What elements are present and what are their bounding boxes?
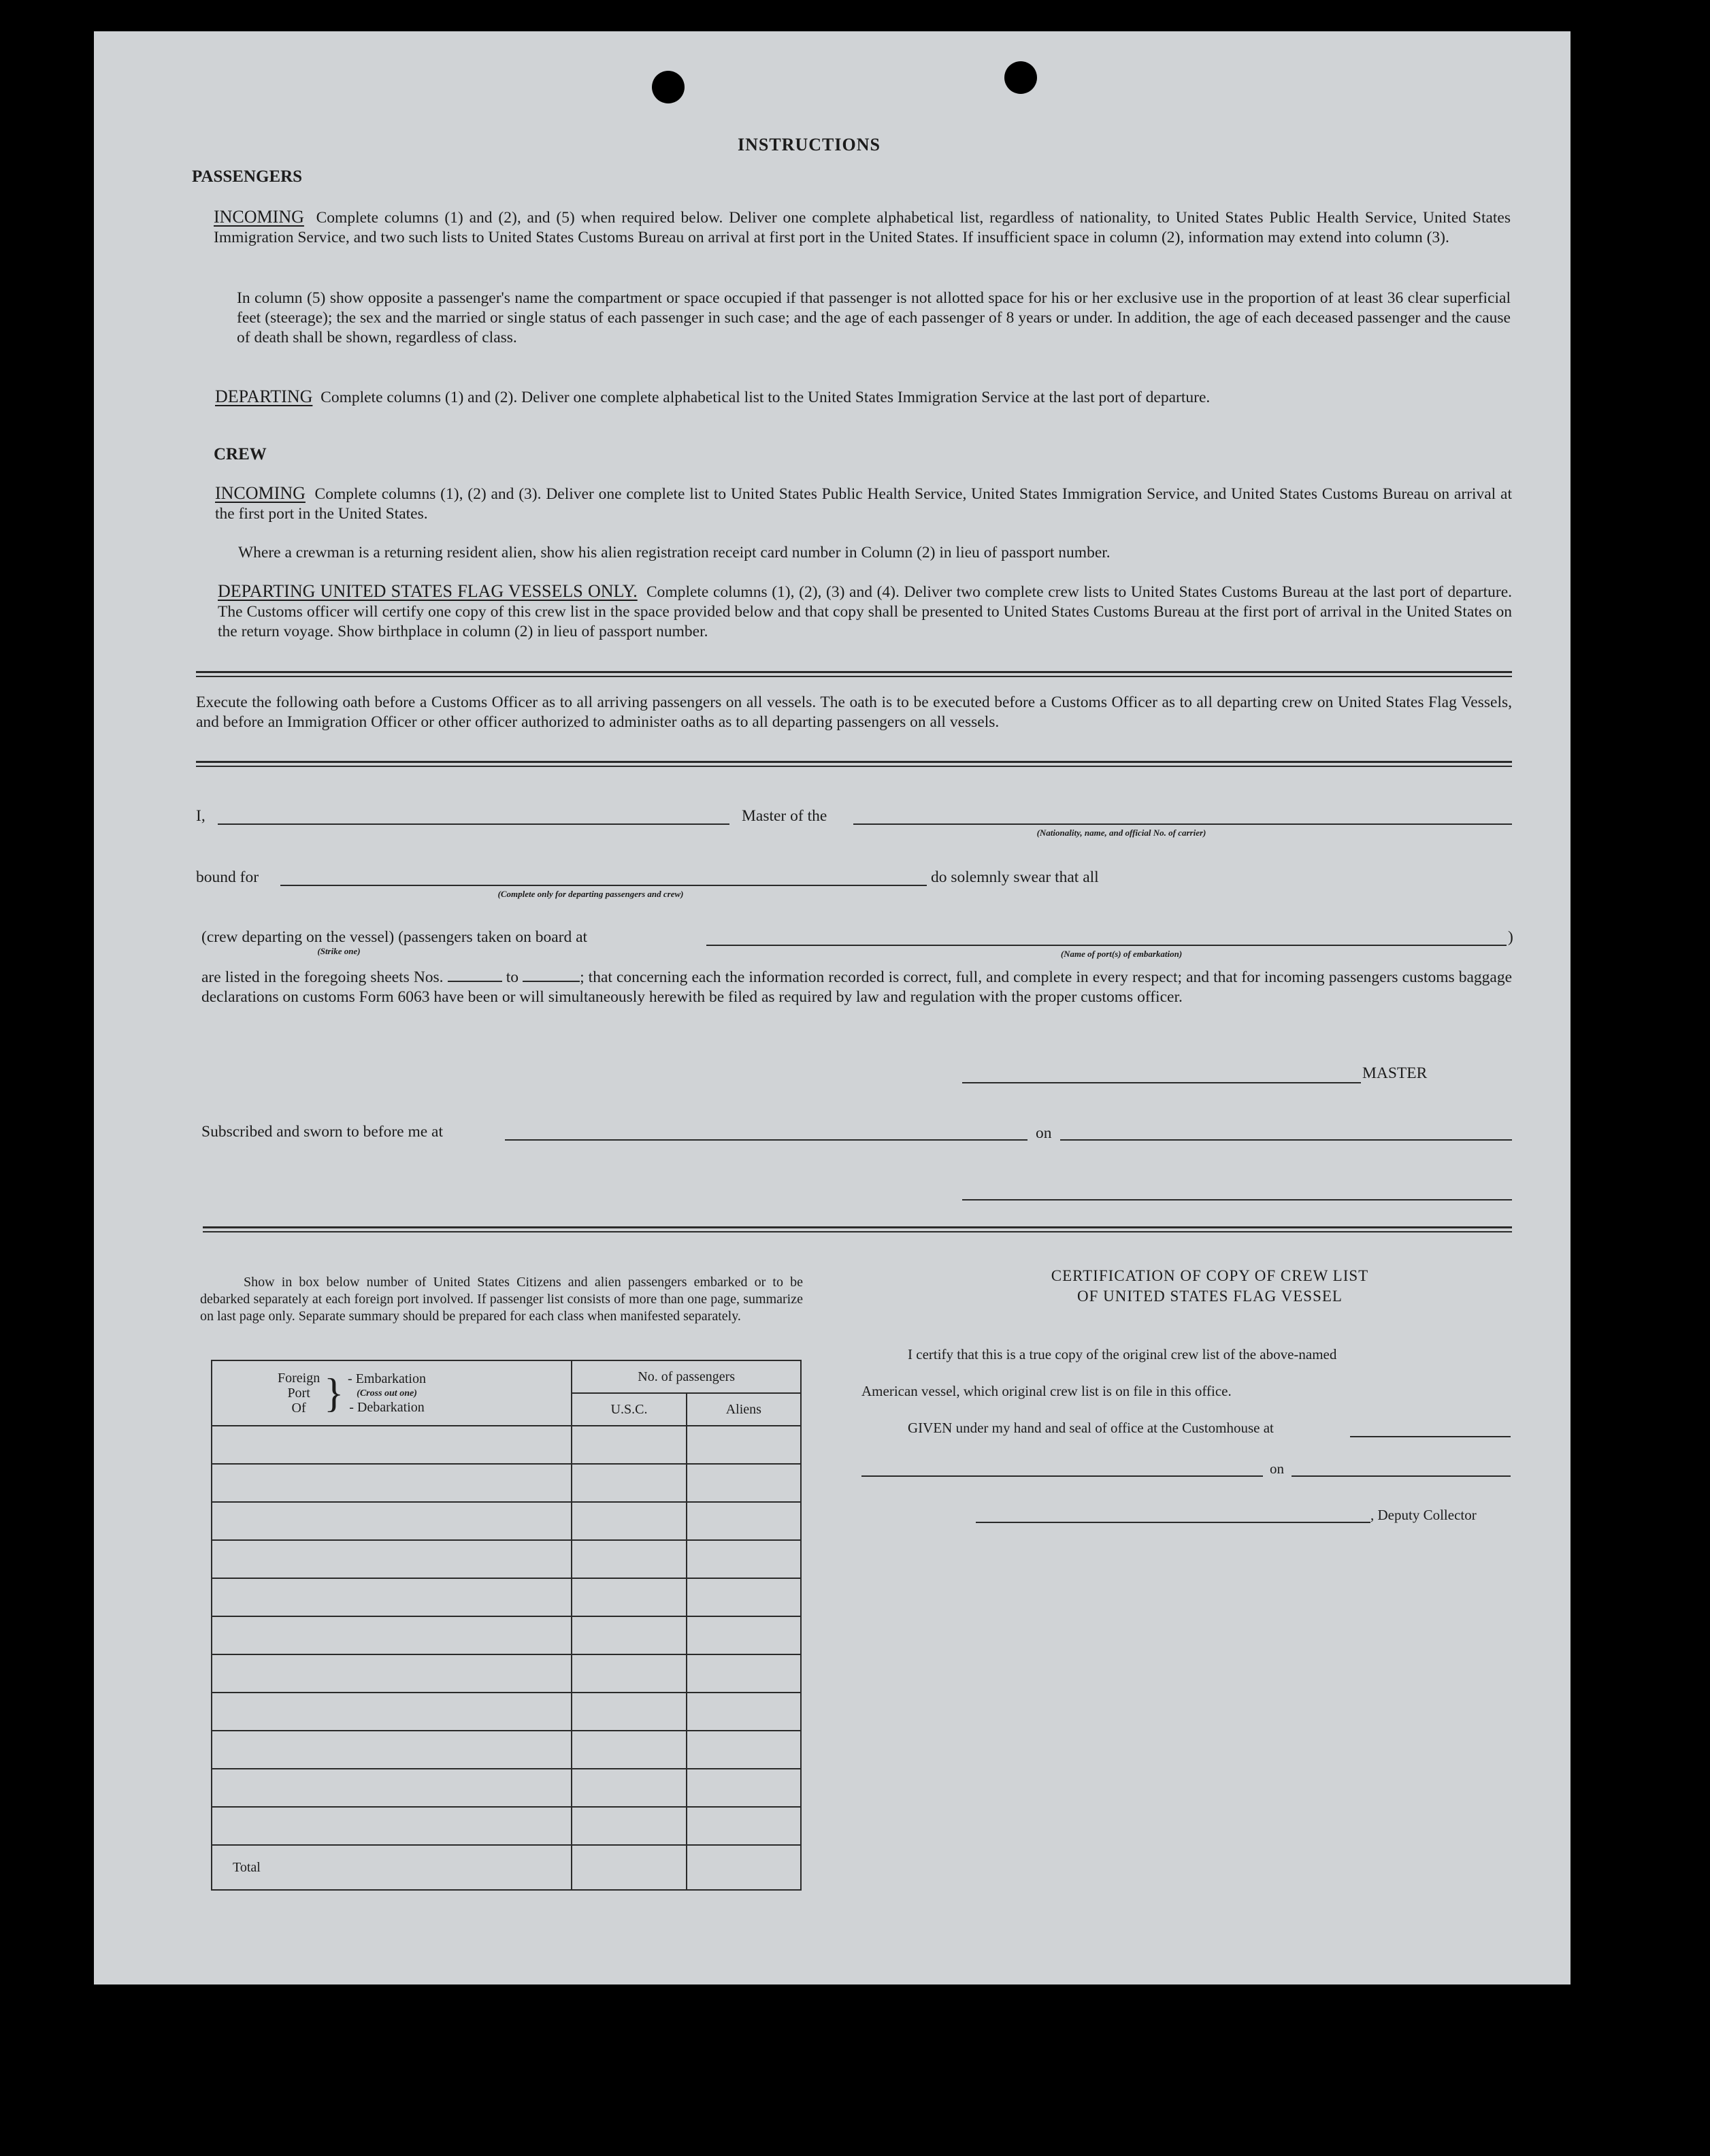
port-cell[interactable] <box>212 1502 572 1540</box>
aliens-cell[interactable] <box>687 1654 801 1693</box>
usc-cell[interactable] <box>572 1769 686 1807</box>
usc-cell[interactable] <box>572 1807 686 1845</box>
master-of-the-label: Master of the <box>742 807 827 825</box>
sworn-place-field[interactable] <box>505 1139 1027 1141</box>
usc-cell[interactable] <box>572 1654 686 1693</box>
deputy-collector-signature[interactable] <box>976 1522 1370 1523</box>
port-cell[interactable] <box>212 1540 572 1578</box>
of-label: Of <box>291 1401 306 1416</box>
aliens-total-cell[interactable] <box>687 1845 801 1890</box>
crew-incoming-label: INCOMING <box>215 483 306 503</box>
port-cell[interactable] <box>212 1426 572 1464</box>
embarkation-ports-field[interactable] <box>706 945 1507 946</box>
no-of-passengers-header: No. of passengers <box>572 1360 801 1393</box>
master-name-field[interactable] <box>218 823 729 825</box>
passengers-departing-label: DEPARTING <box>215 387 313 406</box>
close-paren: ) <box>1508 928 1513 946</box>
form-page <box>94 31 1571 1984</box>
cross-out-one-caption: (Cross out one) <box>357 1388 417 1399</box>
embarkation-label: - Embarkation <box>348 1371 426 1386</box>
summary-instructions: Show in box below number of United States Citizens and alien passengers embarked or to be debarked separately at each foreign port involved. If passenger list consists of more than one page, summarize on last page only. Separate summary should be prepared for each class when manifested separately. <box>200 1275 803 1324</box>
aliens-cell[interactable] <box>687 1693 801 1731</box>
customhouse-field[interactable] <box>1350 1436 1511 1437</box>
crew-departing-text: (crew departing on the vessel) (passengers taken on board at <box>201 928 588 946</box>
solemnly-swear-text: do solemnly swear that all <box>931 868 1099 886</box>
officer-signature-field[interactable] <box>962 1199 1512 1200</box>
port-header-cell <box>212 1360 572 1426</box>
passengers-heading: PASSENGERS <box>192 167 303 186</box>
bound-for-caption: (Complete only for departing passengers and crew) <box>497 889 684 899</box>
total-label-cell <box>212 1845 572 1890</box>
aliens-cell[interactable] <box>687 1731 801 1769</box>
aliens-cell[interactable] <box>687 1578 801 1616</box>
passengers-incoming-label: INCOMING <box>214 207 304 227</box>
crew-departing-text: Complete columns (1), (2), (3) and (4). Deliver two complete crew lists to United States Customs Bureau at the last port of departure. The Customs officer will certify one copy of this crew list in the space provided below and that copy shall be presented to United States Customs Bureau at the first port of arrival in the United States on the return voyage. Show birthplace in column (2) in lieu of passport number. <box>218 583 1513 640</box>
usc-cell[interactable] <box>572 1464 686 1502</box>
certification-title-line1: CERTIFICATION OF COPY OF CREW LIST <box>1051 1267 1369 1284</box>
usc-cell[interactable] <box>572 1731 686 1769</box>
foreign-label: Foreign <box>278 1371 320 1386</box>
listed-paragraph <box>201 968 1512 1007</box>
crew-heading: CREW <box>214 445 267 463</box>
crew-incoming-text: Complete columns (1), (2) and (3). Deliver one complete list to United States Public Health Service, United States Immigration Service, and United States Customs Bureau on arrival at the first port in the United States. <box>215 485 1512 523</box>
aliens-cell[interactable] <box>687 1616 801 1654</box>
strike-one-caption: (Strike one) <box>317 946 361 956</box>
aliens-cell[interactable] <box>687 1540 801 1578</box>
port-cell[interactable] <box>212 1807 572 1845</box>
deputy-collector-label: , Deputy Collector <box>1370 1507 1477 1523</box>
port-cell[interactable] <box>212 1693 572 1731</box>
aliens-cell[interactable] <box>687 1807 801 1845</box>
aliens-cell[interactable] <box>687 1464 801 1502</box>
certification-date-field[interactable] <box>1292 1475 1511 1477</box>
punch-hole-left <box>652 71 685 103</box>
to-label: to <box>506 968 519 986</box>
listed-text: ; that concerning each the information recorded is correct, full, and complete in every respect; and that for incoming passengers customs baggage declarations on customs Form 6063 have been or will simultaneously herewith be filed as required by law and regulation with the proper customs officer. <box>201 968 1513 1006</box>
aliens-cell[interactable] <box>687 1502 801 1540</box>
passengers-departing-paragraph <box>215 387 1511 408</box>
port-cell[interactable] <box>212 1769 572 1807</box>
port-cell[interactable] <box>212 1654 572 1693</box>
passenger-summary-table <box>211 1360 802 1891</box>
port-cell[interactable] <box>212 1578 572 1616</box>
bound-for-label: bound for <box>196 868 259 886</box>
port-label: Port <box>287 1386 310 1401</box>
certification-title-line2: OF UNITED STATES FLAG VESSEL <box>1077 1288 1343 1305</box>
crew-resident-text: Where a crewman is a returning resident alien, show his alien registration receipt card number in Column (2) in lieu of passport number. <box>238 544 1111 561</box>
certify-line1: I certify that this is a true copy of the original crew list of the above-named <box>908 1346 1337 1362</box>
lower-divider <box>203 1226 1512 1232</box>
brace-icon: } <box>324 1371 344 1416</box>
passengers-incoming-paragraph <box>214 207 1511 248</box>
master-signature-field[interactable] <box>962 1082 1361 1083</box>
foreign-port-of <box>278 1371 320 1416</box>
punch-hole-right <box>1004 61 1037 94</box>
crew-departing-paragraph <box>218 581 1512 642</box>
bleed-through-text <box>904 52 1317 71</box>
listed-prefix: are listed in the foregoing sheets Nos. <box>201 968 444 986</box>
usc-cell[interactable] <box>572 1540 686 1578</box>
sworn-on-label: on <box>1036 1124 1052 1142</box>
sheet-from-field[interactable] <box>448 981 502 982</box>
bound-for-field[interactable] <box>280 885 927 886</box>
oath-intro: Execute the following oath before a Customs Officer as to all arriving passengers on all vessels. The oath is to be executed before a Customs Officer as to all departing crew on United States Flag Vessels, and before an Immigration Officer or other officer authorized to administer oaths as to all departing passengers on all vessels. <box>196 693 1512 731</box>
passengers-departing-text: Complete columns (1) and (2). Deliver one complete alphabetical list to the United States Immigration Service at the last port of departure. <box>320 389 1211 406</box>
sheet-to-field[interactable] <box>523 981 580 982</box>
sworn-date-field[interactable] <box>1060 1139 1512 1141</box>
certify-line2: American vessel, which original crew list is on file in this office. <box>861 1383 1232 1399</box>
subscribed-label: Subscribed and sworn to before me at <box>201 1123 444 1141</box>
ports-caption: (Name of port(s) of embarkation) <box>1060 949 1183 959</box>
certification-title <box>965 1266 1455 1307</box>
page-title: INSTRUCTIONS <box>738 135 881 154</box>
certification-place-field[interactable] <box>861 1475 1263 1477</box>
usc-total-cell[interactable] <box>572 1845 686 1890</box>
debarkation-label: - Debarkation <box>349 1399 425 1415</box>
port-cell[interactable] <box>212 1731 572 1769</box>
passengers-incoming-text: Complete columns (1) and (2), and (5) when required below. Deliver one complete alphabetical list, regardless of nationality, to United States Public Health Service, United States Immigration Service, and two such lists to United States Customs Bureau on arrival at first port in the United States. If insufficient space in column (2), information may extend into column (3). <box>214 209 1511 246</box>
given-label: GIVEN under my hand and seal of office at the Customhouse at <box>908 1420 1274 1436</box>
usc-cell[interactable] <box>572 1502 686 1540</box>
usc-cell[interactable] <box>572 1693 686 1731</box>
port-cell[interactable] <box>212 1464 572 1502</box>
port-cell[interactable] <box>212 1616 572 1654</box>
usc-header: U.S.C. <box>572 1393 686 1426</box>
oath-divider <box>196 761 1512 767</box>
aliens-cell[interactable] <box>687 1426 801 1464</box>
certification-on-label: on <box>1270 1460 1284 1477</box>
aliens-cell[interactable] <box>687 1769 801 1807</box>
usc-cell[interactable] <box>572 1616 686 1654</box>
carrier-field[interactable] <box>853 823 1512 825</box>
carrier-caption: (Nationality, name, and official No. of carrier) <box>1036 828 1206 838</box>
embark-debark-group <box>348 1372 426 1415</box>
master-label: MASTER <box>1362 1064 1428 1082</box>
total-label: Total <box>233 1859 261 1875</box>
aliens-header: Aliens <box>687 1393 801 1426</box>
crew-incoming-paragraph <box>215 483 1512 524</box>
passengers-column5-text: In column (5) show opposite a passenger's name the compartment or space occupied if that passenger is not allotted space for his or her exclusive use in the proportion of at least 36 clear superficial feet (steerage); the sex and the married or single status of each passenger in such case; and the age of each passenger of 8 years or under. In addition, the age of each deceased passenger and the cause of death shall be shown, regardless of class. <box>237 289 1511 346</box>
section-divider <box>196 671 1512 677</box>
crew-departing-label: DEPARTING UNITED STATES FLAG VESSELS ONLY. <box>218 581 638 601</box>
oath-i-label: I, <box>196 807 205 825</box>
usc-cell[interactable] <box>572 1426 686 1464</box>
usc-cell[interactable] <box>572 1578 686 1616</box>
